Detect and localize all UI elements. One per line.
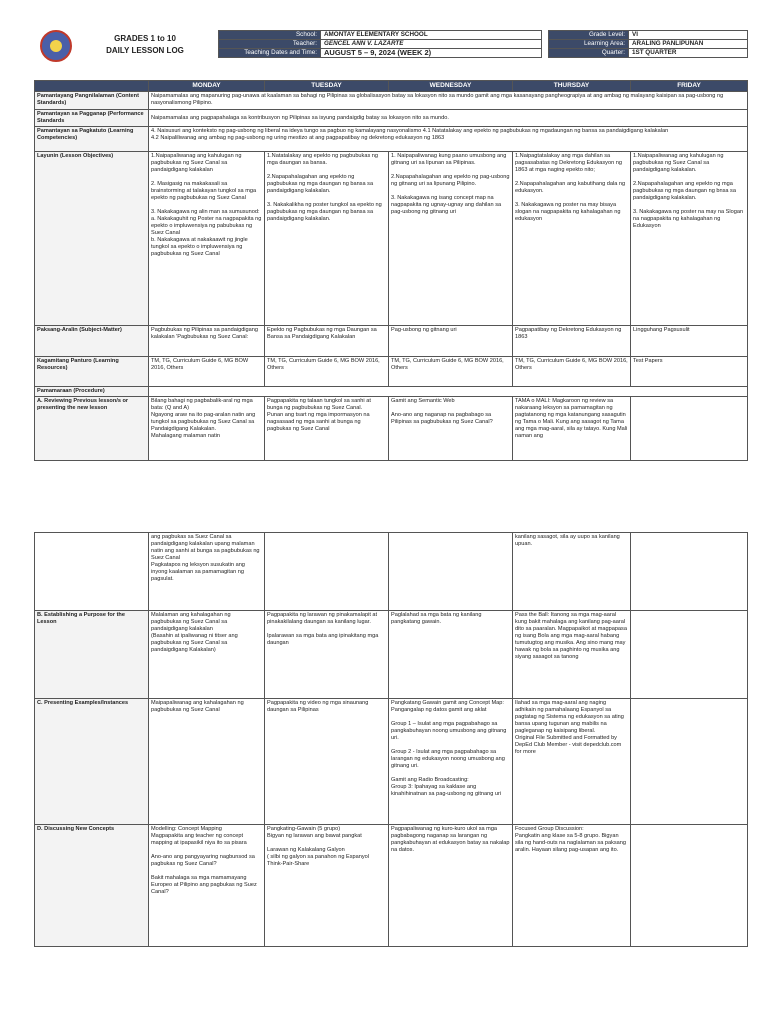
objectives-tuesday: 1.Natatalakay ang epekto ng pagbubukas ng mga daungan sa bansa. 2.Napapahalagahan ang epekto ng pagbubukas ng mga daungan ng bansa sa pandaigdigang kalakalan. 3. Nakakalikha ng poster tungkol sa epekto ng pagbubukas ng mga daungan ng bansa sa pandaigdigang kalakalan. xyxy=(265,152,389,326)
discussing-thursday: Focused Group Discussion: Pangkatin ang klase sa 5-8 grupo. Bigyan sila ng hand-outs na naglalaman sa paksang aralin. Hayaan silang pag-usapan ang ito. xyxy=(513,825,631,947)
subject-matter-friday: Lingguhang Pagsusulit xyxy=(631,326,748,357)
day-monday: MONDAY xyxy=(149,81,265,92)
objectives-row xyxy=(35,152,748,326)
dates-value: AUGUST 5 – 9, 2024 (WEEK 2) xyxy=(321,49,542,58)
school-label: School: xyxy=(219,31,321,40)
discussing-wednesday: Pagpapaliwanag ng kuro-kuro ukol sa mga pagbabagong naganap sa larangan ng pangkabuhayan at edukasyon batay sa nakalap na datos. xyxy=(389,825,513,947)
purpose-wednesday: Paglalahad sa mga bata ng kanilang pangkatang gawain. xyxy=(389,611,513,699)
performance-standards-row xyxy=(35,110,748,127)
review-monday-continued: ang pagbukas sa Suez Canal sa pandaigdigang kalakalan upang malaman natin ang sanhi at bunga sa pagbubukas ng Suez Canal Pagkatapos ng leksyon susukatin ang inyong kaalaman sa pamamagitan ng pagsulat. xyxy=(149,533,265,611)
content-standards-text: Naipamamalas ang mapanuring pag-unawa at kaalaman sa bahagi ng Pilipinas sa globalisasyon batay sa lokasyon nito sa mundo gamit ang mga kasanayang pangheograpiya at ang ambag ng malayang kaisipan sa pag-usbong ng nasyonalismong Pilipino. xyxy=(149,92,748,110)
grade-label: Grade Level: xyxy=(549,31,629,40)
purpose-tuesday: Pagpapakita ng larawan ng pinakamalapit at pinakakilalang daungan sa kanilang lugar. Ipalarawan sa mga bata ang ipinakitang mga daungan xyxy=(265,611,389,699)
grade-info-table xyxy=(548,30,748,58)
review-wednesday-continued xyxy=(389,533,513,611)
content-standards-row xyxy=(35,92,748,110)
subject-matter-wednesday: Pag-usbong ng gitnang uri xyxy=(389,326,513,357)
procedure-label: Pamamaraan (Procedure) xyxy=(35,387,149,397)
discussing-tuesday: Pangkating-Gawain (5 grupo) Bigyan ng larawan ang bawat pangkat Larawan ng Kalakalang Galyon ( silbi ng galyon sa panahon ng Espanyol Think-Pair-Share xyxy=(265,825,389,947)
subject-matter-label: Paksang-Aralin (Subject-Matter) xyxy=(35,326,149,357)
purpose-label: B. Establishing a Purpose for the Lesson xyxy=(35,611,149,699)
review-tuesday: Pagpapakita ng talaan tungkol sa sanhi at bunga ng pagbubukas ng Suez Canal. Punan ang tsart ng mga impormasyon na nagsasaad ng mga sanhi at bunga ng pagbukas ng Suez Canal xyxy=(265,397,389,461)
objectives-label: Layunin (Lesson Objectives) xyxy=(35,152,149,326)
review-thursday-continued: kanilang sasagot, sila ay uupo sa kanilang upuan. xyxy=(513,533,631,611)
resources-row xyxy=(35,357,748,387)
school-info-table xyxy=(218,30,542,58)
examples-wednesday: Pangkatang Gawain gamit ang Concept Map: Pangangalap ng datos gamit ang aklat Group 1 – Isulat ang mga pagpabahago sa pangkabuhayan noong umusbong ang gitnang uri. Group 2 - Isulat ang mga pagpabahago sa larangan ng edukasyon noong umusbong ang gitnang uri. Gamit ang Radio Broadcasting: Group 3: Ipahayag sa kaklase ang kinahihinatnan sa pag-usbong ng gitnang uri xyxy=(389,699,513,825)
corner-cell xyxy=(35,81,149,92)
resources-wednesday: TM, TG, Curriculum Guide 6, MG BOW 2016, Others xyxy=(389,357,513,387)
competencies-text: 4. Naisusuri ang konteksto ng pag-usbong ng liberal na ideya tungo sa pagbuo ng kamalayang nasyonalismo 4.1 Natatalakay ang epekto ng pagbubukas ng mgadaungan ng bansa sa pandaigdigang kalakalan 4.2 Naipaliliwanag ang ambag ng pag-usbong ng uring mestizo at ang pagpapatibay ng dekretong edukasyon ng 1863 xyxy=(149,127,748,152)
examples-label: C. Presenting Examples/Instances xyxy=(35,699,149,825)
subject-matter-monday: Pagbubukas ng Pilipinas sa pandaigdigang kalakalan 'Pagbubukas ng Suez Canal: xyxy=(149,326,265,357)
purpose-row xyxy=(35,611,748,699)
competencies-row xyxy=(35,127,748,152)
review-continued-row xyxy=(35,533,748,611)
grade-value: VI xyxy=(629,31,748,40)
examples-monday: Maipapaliwanag ang kahalagahan ng pagbubukas ng Suez Canal xyxy=(149,699,265,825)
subject-matter-tuesday: Epekto ng Pagbubukas ng mga Daungan sa Bansa sa Pandaigdigang Kalakalan xyxy=(265,326,389,357)
performance-standards-label: Pamantayan sa Pagganap (Performance Standards xyxy=(35,110,149,127)
subject-matter-thursday: Pagpapatibay ng Dekretong Edukasyon ng 1863 xyxy=(513,326,631,357)
school-value: AMONTAY ELEMENTARY SCHOOL xyxy=(321,31,542,40)
dates-label: Teaching Dates and Time: xyxy=(219,49,321,58)
discussing-monday: Modelling: Concept Mapping Magpapakita ang teacher ng concept mapping at ipapasikil niya ito sa pisara Ano-ano ang pangyayaring nagbunsod sa pagbukas ng Suez Canal? Bakit mahalaga sa mga mamamayang Europeo at Pilipino ang pagbukas ng Suez Canal? xyxy=(149,825,265,947)
review-friday xyxy=(631,397,748,461)
objectives-wednesday: 1. Naipapaliwanag kung paano umusbong ang gitnang uri sa lipunan sa Pilipinas. 2.Napapahalagahan ang epekto ng pag-usbong ng gitnang uri sa lipunang Pilipino. 3. Nakakagawa ng isang concept map na nagpapakita ng ugnay-ugnay ang dahilan sa pag-usbong ng gitnang uri xyxy=(389,152,513,326)
subject-matter-row xyxy=(35,326,748,357)
procedure-row xyxy=(35,387,748,397)
content-standards-label: Pamantayang Pangnilalaman (Content Standards) xyxy=(35,92,149,110)
purpose-thursday: Pass the Ball: Itanong sa mga mag-aaral kung bakit mahalaga ang kanilang pag-aaral dito sa paaralan. Magpapaikot at magpapasa ng isang Bola ang mga mag-aaral habang tumutugtog ang musika. Ang sino mang may hawak ng bola sa paghinto ng musika ang siyang sasagot sa tanong xyxy=(513,611,631,699)
day-wednesday: WEDNESDAY xyxy=(389,81,513,92)
objectives-monday: 1.Naipapaliwanag ang kahulugan ng pagbubukas ng Suez Canal sa pandaigdigang kalakalan 2. Masigasig na makakasali sa brainstorming at talakayan tungkol sa mga epekto ng pagbubukas ng Suez Canal 3. Nakakagawa ng alin man sa sumusunod: a. Nakakaguhit ng Poster na nagpapakita ng epekto o impluwensiya ng pabubukas ng Suez Canal b. Nakakagawa at nakakaawit ng jingle tungkol sa epekto o impluwensiya ng pagbubukas ng Suez Canal xyxy=(149,152,265,326)
teacher-value: GENCEL ANN V. LAZARTE xyxy=(321,40,542,49)
examples-row xyxy=(35,699,748,825)
resources-monday: TM, TG, Curriculum Guide 6, MG BOW 2016, Others xyxy=(149,357,265,387)
area-label: Learning Area: xyxy=(549,40,629,49)
performance-standards-text: Naipamamalas ang pagpapahalaga sa kontribusyon ng Pilipinas sa isyung pandaigdig batay sa lokasyon nito sa mundo. xyxy=(149,110,748,127)
teacher-label: Teacher: xyxy=(219,40,321,49)
review-wednesday: Gamit ang Semantic Web Ano-ano ang naganap na pagbabago sa Pilipinas sa pagbubukas ng Suez Canal? xyxy=(389,397,513,461)
purpose-monday: Malalaman ang kahalagahan ng pagbubukas ng Suez Canal sa pandaigdigang kalakalan (Basahin at ipaliwanag ni titser ang pagbubukas ng Suez Canal sa pandaigdigang Kalakalan) xyxy=(149,611,265,699)
competencies-label: Pamantayan sa Pagkatuto (Learning Competencies) xyxy=(35,127,149,152)
resources-label: Kagamitang Panturo (Learning Resources) xyxy=(35,357,149,387)
objectives-thursday: 1.Naipagtatalakay ang mga dahilan sa pagsasabatas ng Dekretong Edukasyon ng 1863 at mga naging epekto nito; 2.Napapahalagahan ang kabutihang dala ng edukasyon. 3. Nakakagawa ng poster na may bisaya slogan na nagpapakita ng kahalagahan ng edukasyon xyxy=(513,152,631,326)
objectives-friday: 1.Naipapaliwanag ang kahulugan ng pagbubukas ng Suez Canal sa pandaigdigang kalakalan. 2.Napapahalagahan ang epekto ng mga pagbubukas ng mga daungan ng bnsa sa pandaigdigang kalakalan. 3. Nakakagawa ng poster na may na Slogan na nagpapakita ng kahalagahan ng Edukasyon xyxy=(631,152,748,326)
review-tuesday-continued xyxy=(265,533,389,611)
review-thursday: TAMA o MALI: Magkaroon ng review sa nakaraang leksyon sa pamamagitan ng pagtatanong ng mga katanungang sasagutin ng Tama o Mali. Kung ang sasagot ng Tama ang mga mag-aaral, sila ay tatayo. Kung Mali naman ang xyxy=(513,397,631,461)
resources-friday: Test Papers xyxy=(631,357,748,387)
procedure-span xyxy=(149,387,748,397)
examples-tuesday: Pagpapakita ng video ng mga sinaunang daungan sa Pilipinas xyxy=(265,699,389,825)
day-tuesday: TUESDAY xyxy=(265,81,389,92)
title-line-1: GRADES 1 to 10 xyxy=(114,34,176,43)
day-thursday: THURSDAY xyxy=(513,81,631,92)
lesson-log-table xyxy=(34,80,748,461)
document-title xyxy=(80,33,210,57)
deped-seal-logo xyxy=(40,30,72,62)
resources-tuesday: TM, TG, Curriculum Guide 6, MG BOW 2016, Others xyxy=(265,357,389,387)
day-friday: FRIDAY xyxy=(631,81,748,92)
day-header-row xyxy=(35,81,748,92)
purpose-friday xyxy=(631,611,748,699)
examples-thursday: Ilahad sa mga mag-aaral ang naging adhikain ng pamahalaang Espanyol sa pagtatag ng Sistema ng edukasyon sa ating bansa upang tugunan ang mabilis na pagleganap ng kaisipang liberal. Original File Submitted and Formatted by DepEd Club Member - visit depedclub.com for more xyxy=(513,699,631,825)
discussing-label: D. Discussing New Concepts xyxy=(35,825,149,947)
review-friday-continued xyxy=(631,533,748,611)
discussing-row xyxy=(35,825,748,947)
discussing-friday xyxy=(631,825,748,947)
resources-thursday: TM, TG, Curriculum Guide 6, MG BOW 2016, Others xyxy=(513,357,631,387)
review-row xyxy=(35,397,748,461)
lesson-log-table-continued xyxy=(34,532,748,947)
title-line-2: DAILY LESSON LOG xyxy=(106,46,184,55)
review-label: A. Reviewing Previous lesson/s or presenting the new lesson xyxy=(35,397,149,461)
quarter-value: 1ST QUARTER xyxy=(629,49,748,58)
quarter-label: Quarter: xyxy=(549,49,629,58)
review-continued-label xyxy=(35,533,149,611)
area-value: ARALING PANLIPUNAN xyxy=(629,40,748,49)
review-monday: Bilang bahagi ng pagbabalik-aral ng mga bata: (Q and A) Ngayong araw na ito pag-aralan natin ang tungkol sa pagbubukas ng Suez Canal sa Pandaigdigang Kalakalan. Mahalagang malaman natin xyxy=(149,397,265,461)
examples-friday xyxy=(631,699,748,825)
